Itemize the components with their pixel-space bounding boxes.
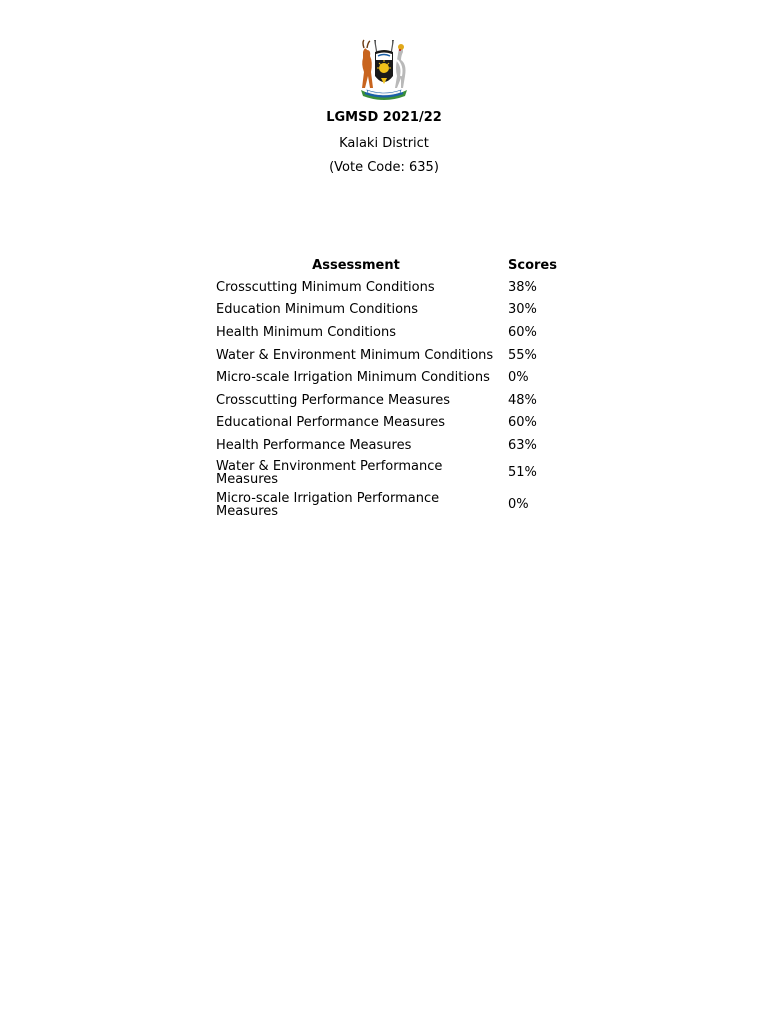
table-header-row: [213, 254, 571, 276]
district-name: Kalaki District: [339, 136, 429, 151]
assessment-cell: Water & Environment Performance Measures: [216, 458, 443, 487]
score-cell: 38%: [508, 279, 537, 295]
coat-of-arms-emblem: [353, 38, 415, 102]
table-row: [213, 412, 571, 435]
score-cell: 51%: [508, 465, 537, 481]
table-row: [213, 276, 571, 299]
assessment-cell: Crosscutting Minimum Conditions: [216, 279, 435, 295]
report-title: LGMSD 2021/22: [326, 110, 442, 125]
assessment-cell: Crosscutting Performance Measures: [216, 392, 450, 408]
table-row: [213, 299, 571, 322]
score-cell: 55%: [508, 347, 537, 363]
assessment-cell: Micro-scale Irrigation Performance Measures: [216, 490, 440, 519]
score-cell: 0%: [508, 370, 529, 386]
score-cell: 60%: [508, 415, 537, 431]
assessment-cell: Health Minimum Conditions: [216, 324, 397, 340]
scores-table: [213, 254, 571, 521]
assessment-cell: Micro-scale Irrigation Minimum Conditions: [216, 370, 490, 386]
assessment-cell: Education Minimum Conditions: [216, 302, 419, 318]
table-row: [213, 434, 571, 457]
vote-code: (Vote Code: 635): [329, 160, 439, 175]
table-row: [213, 489, 571, 521]
assessment-cell: Health Performance Measures: [216, 437, 412, 453]
table-row: [213, 321, 571, 344]
column-header-scores: Scores: [508, 257, 557, 273]
column-header-assessment: Assessment: [312, 257, 400, 273]
score-cell: 0%: [508, 497, 529, 513]
assessment-cell: Educational Performance Measures: [216, 415, 445, 431]
score-cell: 48%: [508, 392, 537, 408]
assessment-cell: Water & Environment Minimum Conditions: [216, 347, 494, 363]
table-row: [213, 366, 571, 389]
table-row: [213, 457, 571, 489]
score-cell: 60%: [508, 324, 537, 340]
score-cell: 30%: [508, 302, 537, 318]
score-cell: 63%: [508, 437, 537, 453]
table-row: [213, 389, 571, 412]
table-row: [213, 344, 571, 367]
